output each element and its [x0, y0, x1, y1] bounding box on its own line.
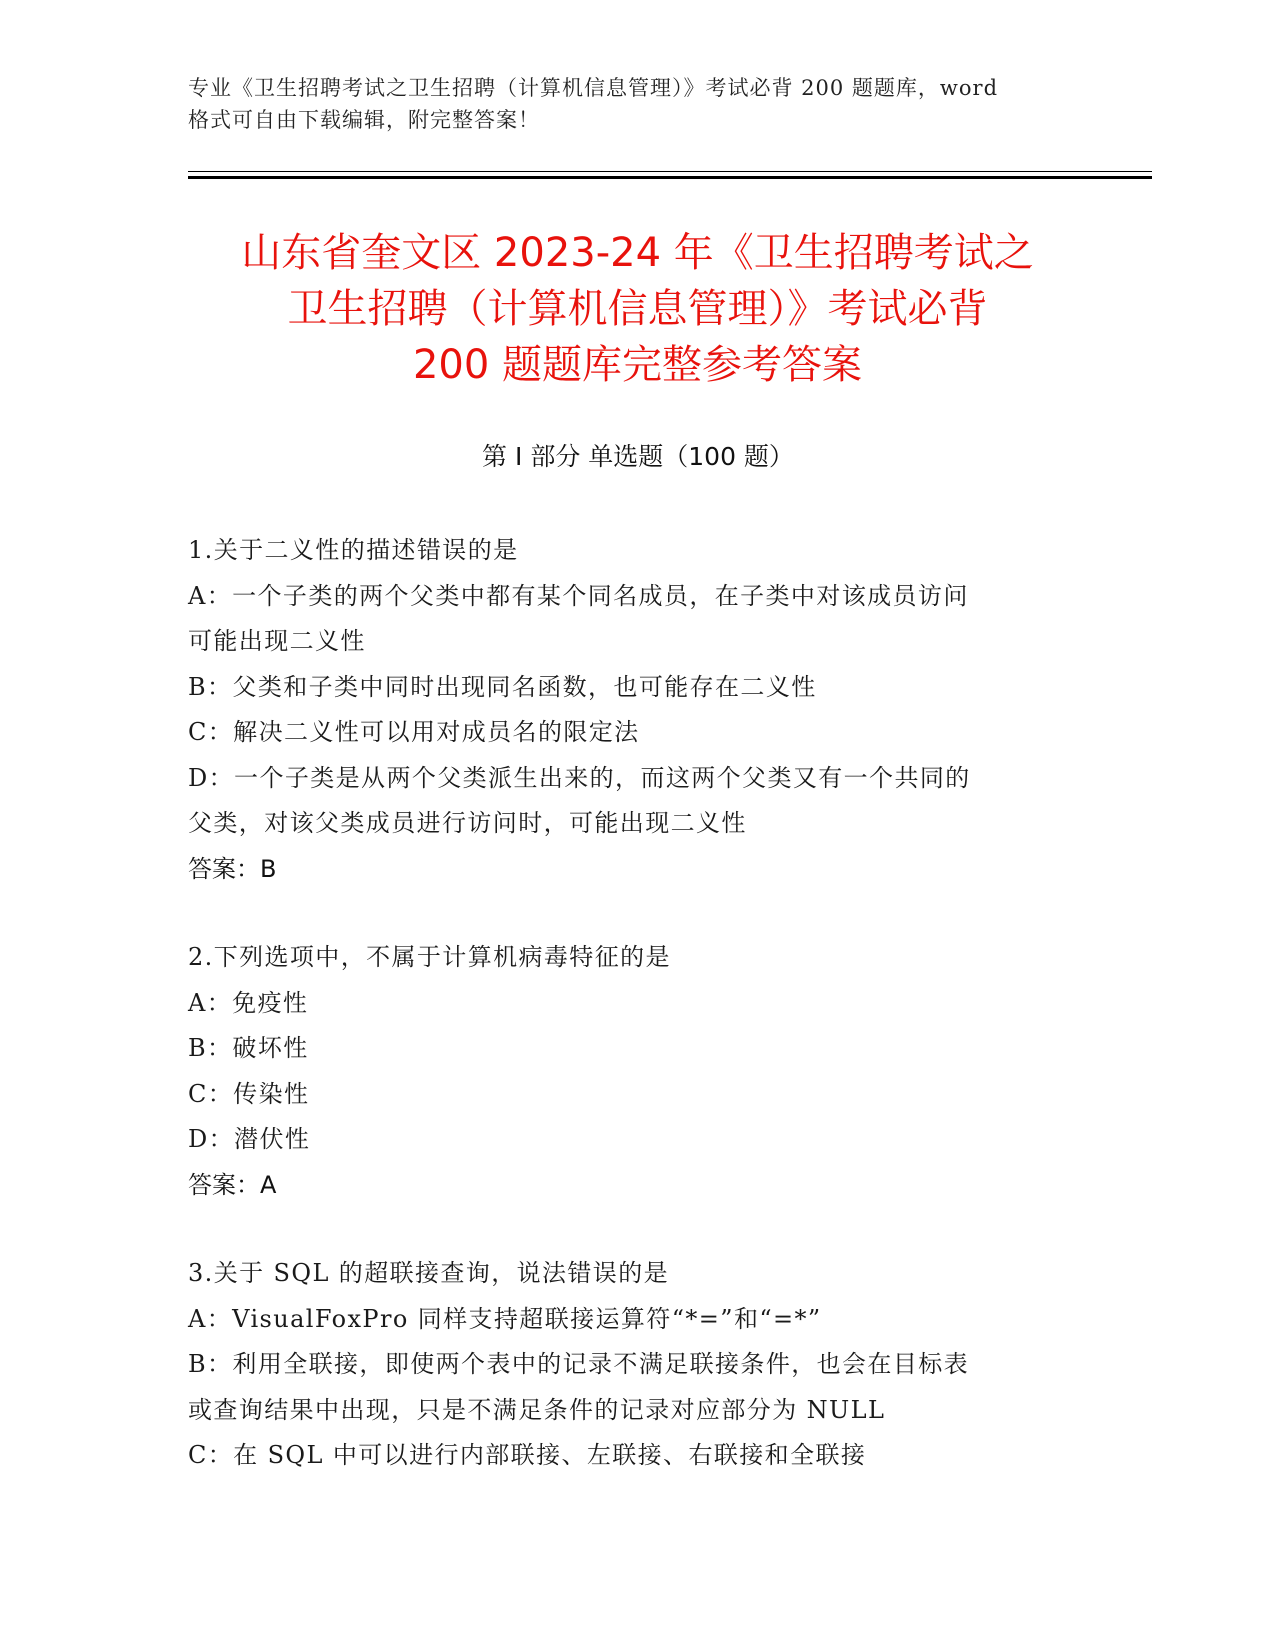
header-note-line1: 专业《卫生招聘考试之卫生招聘（计算机信息管理）》考试必背 200 题题库，word [188, 76, 999, 100]
title-line1: 山东省奎文区 2023-24 年《卫生招聘考试之 [241, 230, 1034, 276]
question-stem: 3.关于 SQL 的超联接查询，说法错误的是 [188, 1259, 670, 1287]
option-line: C：在 SQL 中可以进行内部联接、左联接、右联接和全联接 [188, 1441, 867, 1469]
header-note-line2: 格式可自由下载编辑，附完整答案！ [188, 108, 540, 132]
option-line: B：利用全联接，即使两个表中的记录不满足联接条件，也会在目标表 [188, 1350, 970, 1378]
option-line: A：免疫性 [188, 988, 309, 1017]
answer-label: 答案：A [188, 1170, 277, 1199]
question-1 [188, 528, 1088, 892]
title-line2: 卫生招聘（计算机信息管理）》考试必背 [287, 286, 988, 332]
question-stem: 1.关于二义性的描述错误的是 [188, 536, 519, 564]
option-line: B：父类和子类中同时出现同名函数，也可能存在二义性 [188, 672, 817, 701]
header-note [188, 72, 1088, 136]
option-line: 或查询结果中出现，只是不满足条件的记录对应部分为 NULL [188, 1395, 886, 1424]
header-rule-thin [188, 171, 1152, 172]
option-line: C：传染性 [188, 1079, 310, 1108]
answer-label: 答案：B [188, 854, 277, 883]
section-title: 第 I 部分 单选题（100 题） [482, 442, 794, 471]
option-line: 父类，对该父类成员进行访问时，可能出现二义性 [188, 809, 747, 837]
option-line: B：破坏性 [188, 1034, 309, 1062]
option-line: D：一个子类是从两个父类派生出来的，而这两个父类又有一个共同的 [188, 763, 971, 792]
header-rule-thick [188, 176, 1152, 179]
document-title [150, 225, 1125, 393]
question-stem: 2.下列选项中，不属于计算机病毒特征的是 [188, 943, 671, 971]
title-line3: 200 题题库完整参考答案 [412, 342, 863, 388]
question-list [188, 528, 1088, 1522]
option-line: 可能出现二义性 [188, 627, 366, 655]
option-line: D：潜伏性 [188, 1125, 311, 1153]
option-line: C：解决二义性可以用对成员名的限定法 [188, 718, 640, 746]
question-2 [188, 935, 1088, 1208]
option-line: A：一个子类的两个父类中都有某个同名成员，在子类中对该成员访问 [188, 581, 969, 610]
option-line: A：VisualFoxPro 同样支持超联接运算符“*=”和“=*” [188, 1304, 822, 1333]
question-3 [188, 1251, 1088, 1479]
